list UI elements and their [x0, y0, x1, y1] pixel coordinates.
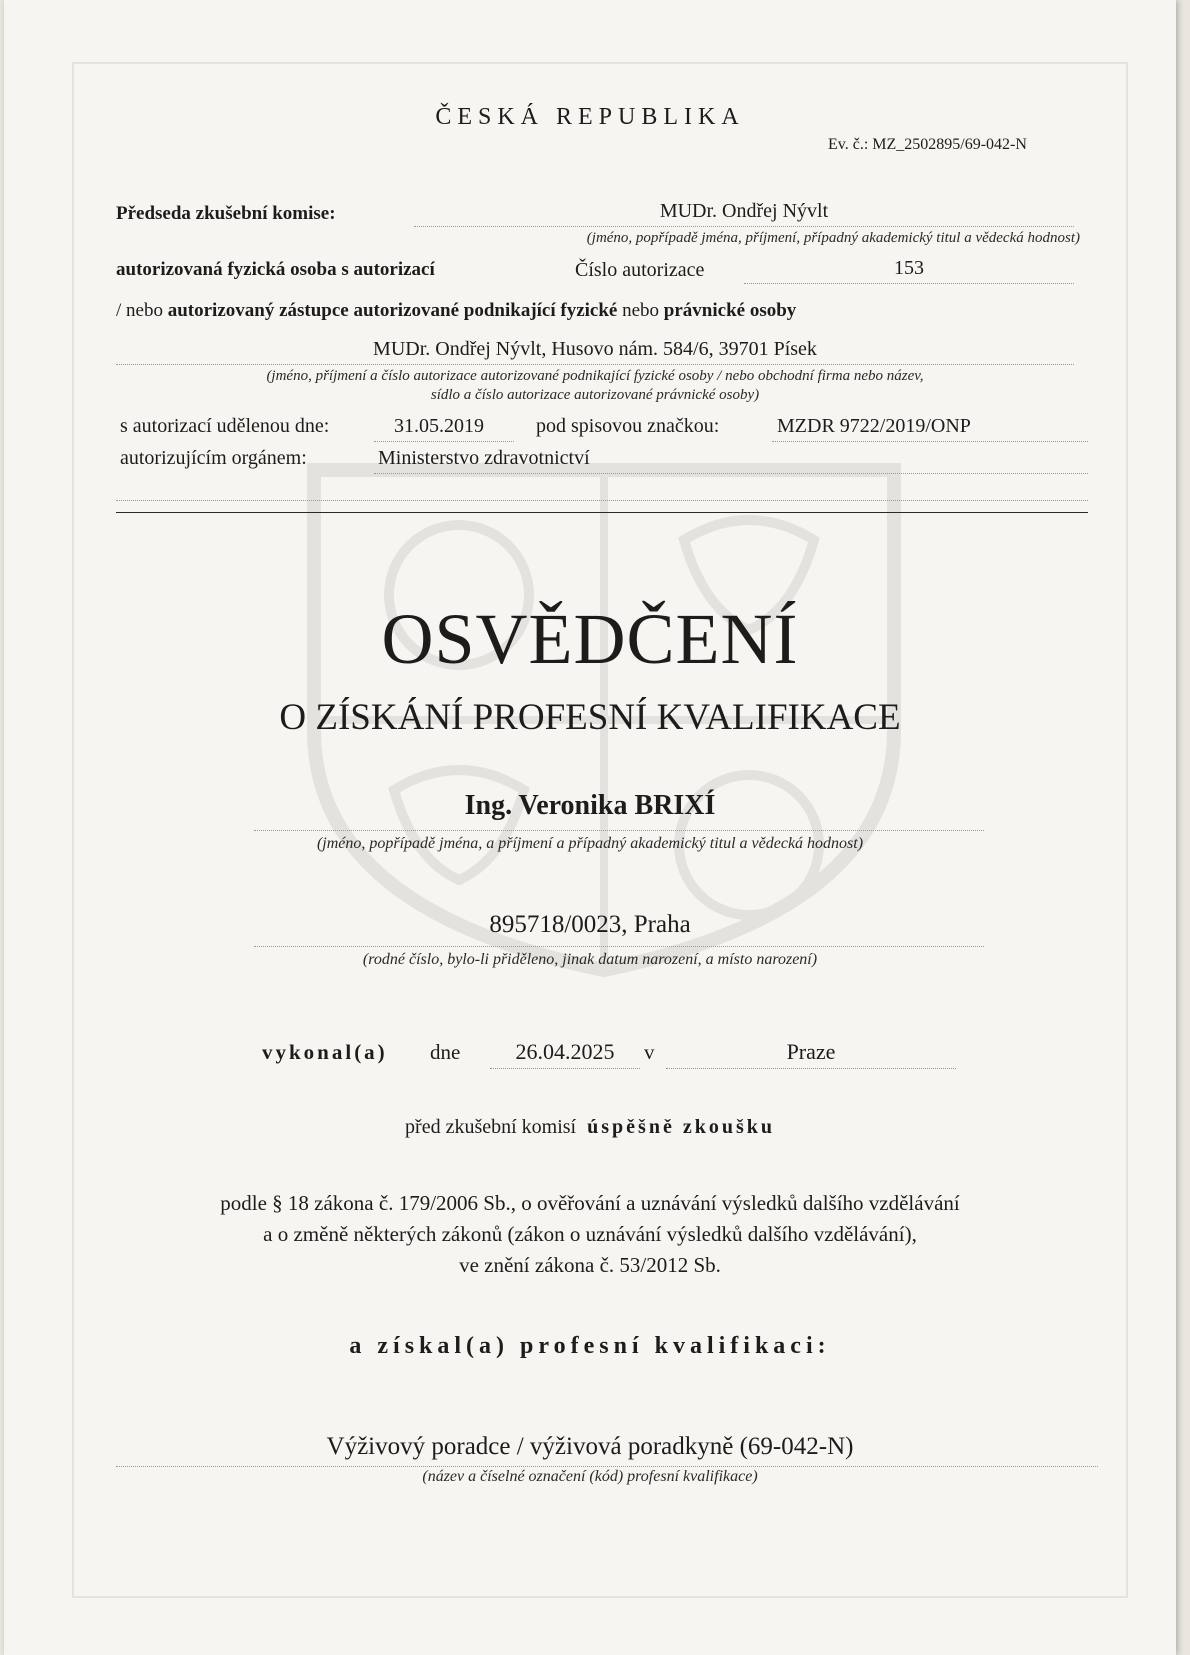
entity-hint-2: sídlo a číslo autorizace autorizované právnické osoby) [430, 387, 760, 403]
alt-nebo-1: nebo [126, 300, 163, 321]
law-line-1: podle § 18 zákona č. 179/2006 Sb., o ověřování a uznávání výsledků dalšího vzdělávání [220, 1191, 960, 1215]
exam-place: Praze [786, 1039, 836, 1064]
holder-name-underline [254, 830, 984, 831]
certificate-title: OSVĚDČENÍ [381, 599, 799, 679]
alt-nebo-2: nebo [622, 300, 660, 321]
evidence-number: Ev. č.: MZ_2502895/69-042-N [828, 136, 1027, 153]
chair-hint: (jméno, popřípadě jména, příjmení, případný akademický titul a vědecká hodnost) [586, 230, 1080, 246]
entity-underline [116, 364, 1074, 365]
qualification-name: Výživový poradce / výživová poradkyně (69-042-N) [326, 1433, 854, 1460]
qualification-underline [116, 1466, 1098, 1467]
alternative-line [116, 300, 796, 322]
acquired-heading: a získal(a) profesní kvalifikaci: [349, 1333, 831, 1359]
file-number-underline [772, 441, 1088, 442]
alt-slash: / [116, 300, 122, 321]
header-separator [116, 512, 1088, 513]
chair-name-underline [414, 226, 1074, 227]
country-heading: ČESKÁ REPUBLIKA [435, 104, 745, 130]
granted-label: s autorizací udělenou dne: [120, 415, 330, 437]
authorized-entity: MUDr. Ondřej Nývlt, Husovo nám. 584/6, 39701 Písek [373, 338, 817, 360]
entity-hint-1: (jméno, příjmení a číslo autorizace autorizované podnikající fyzické osoby / nebo obchodní firma nebo název, [266, 368, 924, 384]
authority-underline [374, 473, 1088, 474]
birth-underline [254, 946, 984, 947]
granted-date: 31.05.2019 [394, 415, 484, 437]
exam-place-underline [666, 1068, 956, 1069]
holder-name: Ing. Veronika BRIXÍ [464, 790, 716, 821]
certificate-subtitle: O ZÍSKÁNÍ PROFESNÍ KVALIFIKACE [279, 697, 901, 738]
place-label: v [644, 1040, 655, 1064]
certificate-paper [4, 0, 1176, 1655]
file-number: MZDR 9722/2019/ONP [777, 415, 971, 437]
file-label: pod spisovou značkou: [536, 415, 720, 437]
alt-bold-2: právnické osoby [663, 300, 797, 321]
authority-label: autorizujícím orgánem: [120, 447, 307, 469]
before-committee-text: před zkušební komisí [405, 1116, 577, 1138]
granted-date-underline [374, 441, 514, 442]
performed-label: vykonal(a) [262, 1040, 388, 1064]
exam-date: 26.04.2025 [515, 1039, 615, 1064]
exam-date-underline [490, 1068, 640, 1069]
auth-number: 153 [894, 257, 924, 279]
success-text: úspěšně zkoušku [587, 1116, 775, 1138]
birth-hint: (rodné číslo, bylo-li přiděleno, jinak datum narození, a místo narození) [362, 951, 818, 968]
auth-number-label: Číslo autorizace [575, 259, 705, 281]
chair-label: Předseda zkušební komise: [116, 203, 336, 224]
law-line-3: ve znění zákona č. 53/2012 Sb. [459, 1253, 721, 1277]
before-committee-line [4, 1116, 1176, 1139]
auth-number-underline [744, 283, 1074, 284]
dotted-separator [116, 500, 1088, 501]
chair-name: MUDr. Ondřej Nývlt [659, 200, 829, 222]
alt-bold-1: autorizovaný zástupce autorizované podnikající fyzické [167, 300, 618, 321]
authority-name: Ministerstvo zdravotnictví [378, 447, 590, 469]
birth-info: 895718/0023, Praha [489, 911, 691, 938]
day-label: dne [430, 1040, 461, 1064]
qualification-hint: (název a číselné označení (kód) profesní kvalifikace) [422, 1468, 758, 1485]
holder-hint: (jméno, popřípadě jména, a příjmení a případný akademický titul a vědecká hodnost) [316, 835, 864, 852]
authorized-person-label: autorizovaná fyzická osoba s autorizací [116, 259, 435, 280]
law-line-2: a o změně některých zákonů (zákon o uznávání výsledků dalšího vzdělávání), [263, 1222, 917, 1246]
